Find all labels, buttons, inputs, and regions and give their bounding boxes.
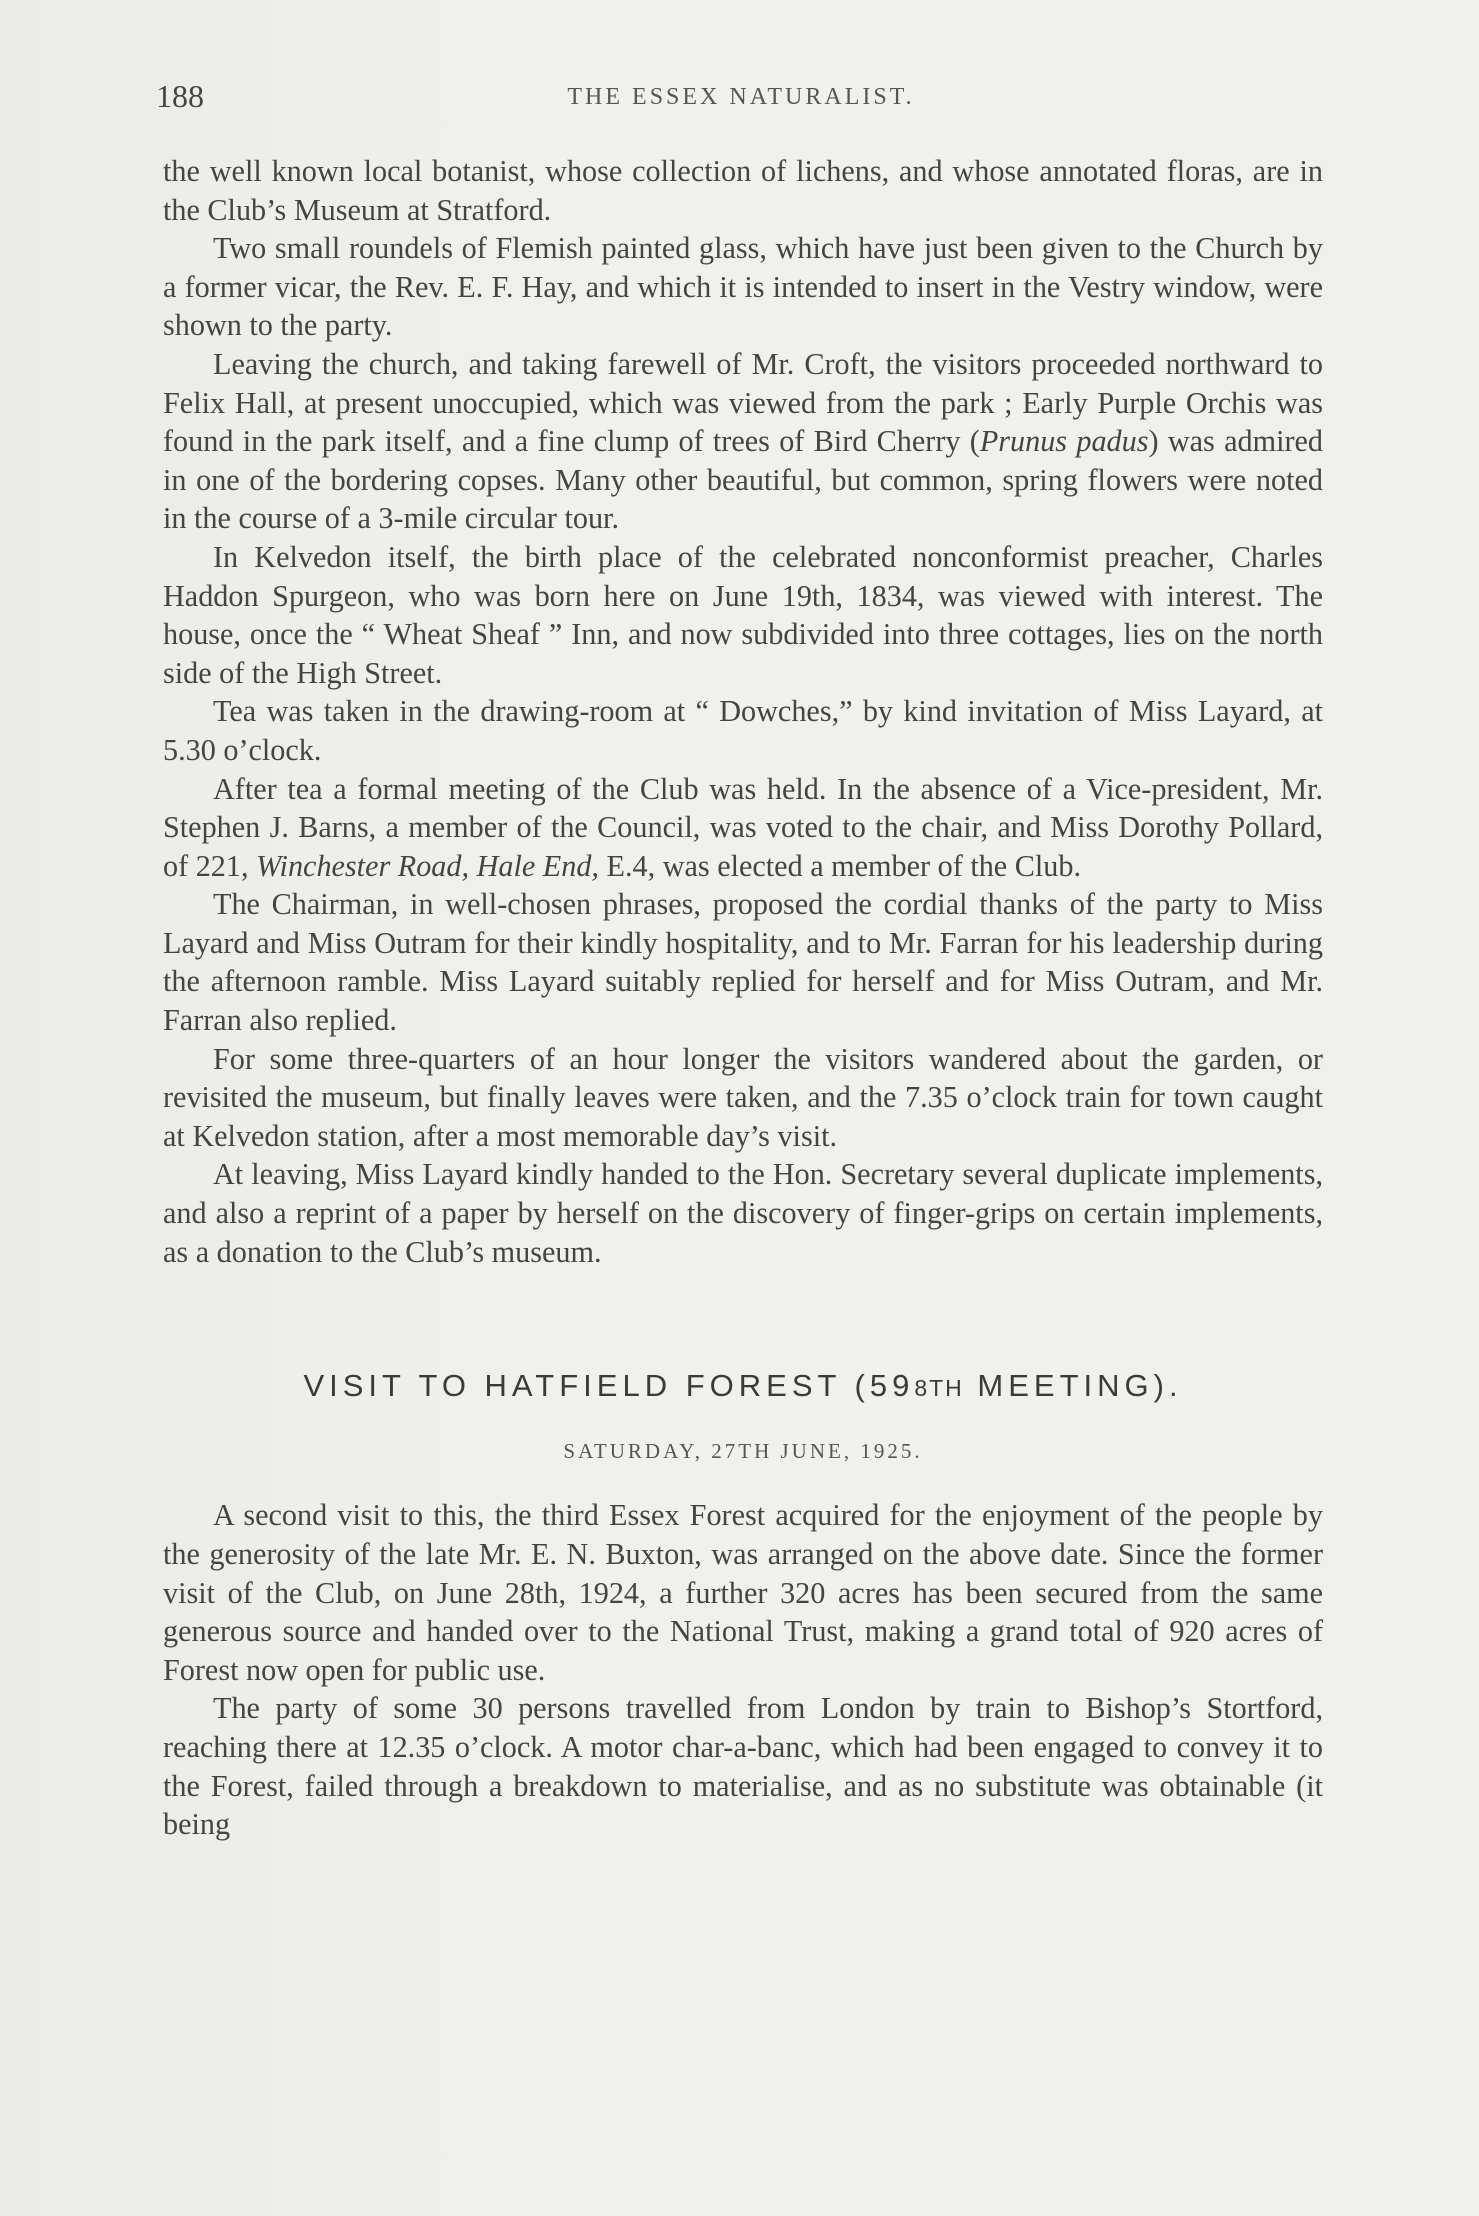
- section-heading-ordinal: 8TH: [914, 1375, 964, 1402]
- running-title: THE ESSEX NATURALIST.: [567, 84, 915, 110]
- paragraph-5: Tea was taken in the drawing-room at “ Dowches,” by kind invitation of Miss Layard, at 5.30 o’clock.: [163, 694, 1323, 767]
- section-date: SATURDAY, 27TH JUNE, 1925.: [563, 1438, 923, 1463]
- paragraph-3: [163, 345, 1323, 538]
- paragraph-8: For some three-quarters of an hour longer the visitors wandered about the garden, or revisited the museum, but finally leaves were taken, and the 7.35 o’clock train for town caught at Kelvedon station, after a most memorable day’s visit.: [163, 1041, 1323, 1153]
- paragraph-7: The Chairman, in well-chosen phrases, proposed the cordial thanks of the party to Miss Layard and Miss Outram for their kindly hospitality, and to Mr. Farran for his leadership during the afternoon ramble. Miss Layard suitably replied for herself and for Miss Outram, and Mr. Farran also replied.: [163, 887, 1323, 1038]
- article-body: [163, 152, 1323, 1844]
- paragraph-2: Two small roundels of Flemish painted glass, which have just been given to the Church by a former vicar, the Rev. E. F. Hay, and which it is intended to insert in the Vestry window, were shown to the party.: [163, 231, 1323, 343]
- paragraph-3-text-c: Many other beautiful, but common, spring flowers were noted in the course of a 3-mile circular tour.: [163, 462, 1324, 536]
- paragraph-6-text-b: E.4,: [598, 848, 656, 883]
- paragraph-6-text-c: was elected a member of the Club.: [662, 848, 1081, 883]
- section-heading-close: MEETING).: [963, 1368, 1183, 1404]
- section-heading-main: VISIT TO HATFIELD FOREST: [303, 1368, 841, 1404]
- paragraph-4: In Kelvedon itself, the birth place of the celebrated nonconformist preacher, Charles Haddon Spurgeon, who was born here on June 19th, 1834, was viewed with interest. The house, once the “ Wheat Sheaf ” Inn, and now subdivided into three cottages, lies on the north side of the High Street.: [163, 539, 1323, 690]
- paragraph-1: the well known local botanist, whose collection of lichens, and whose annotated floras, are in the Club’s Museum at Stratford.: [163, 154, 1323, 227]
- paragraph-6-text-a: After tea a formal meeting of the Club was held. In the absence of a Vice-president, Mr. Stephen J. Barns, a member of the Council, was voted to the chair, and Miss Dorothy Pollard, of 221,: [163, 771, 1323, 883]
- paragraph-9: At leaving, Miss Layard kindly handed to the Hon. Secretary several duplicate implements, and also a reprint of a paper by herself on the discovery of finger-grips on certain implements, as a donation to the Club’s museum.: [163, 1157, 1323, 1269]
- paragraph-3-text-b: ) was admired in one of the bordering copses.: [163, 424, 1324, 497]
- paragraph-6: [163, 770, 1323, 886]
- page-number: 188: [156, 78, 204, 114]
- address-italic: Winchester Road, Hale End,: [256, 848, 599, 883]
- section-paragraph-2: The party of some 30 persons travelled from London by train to Bishop’s Stortford, reaching there at 12.35 o’clock. A motor char-a-banc, which had been engaged to convey it to the Forest, failed through a breakdown to materialise, and as no substitute was obtainable (it being: [163, 1691, 1323, 1842]
- section-heading-open: (59: [854, 1368, 915, 1404]
- page-header: [156, 78, 1326, 118]
- paragraph-3-text-a: Leaving the church, and taking farewell of Mr. Croft, the visitors proceeded northward to Felix Hall, at present unoccupied, which was viewed from the park ; Early Purple Orchis was found in the park itself, and a fine clump of trees of Bird Cherry (: [163, 346, 1323, 459]
- species-name: Prunus padus: [979, 424, 1149, 459]
- section-heading: [163, 1367, 1323, 1408]
- section-paragraph-1: A second visit to this, the third Essex Forest acquired for the enjoyment of the people by the generosity of the late Mr. E. N. Buxton, was arranged on the above date. Since the former visit of the Club, on June 28th, 1924, a further 320 acres has been secured from the same generous source and handed over to the National Trust, making a grand total of 920 acres of Forest now open for public use.: [163, 1498, 1323, 1687]
